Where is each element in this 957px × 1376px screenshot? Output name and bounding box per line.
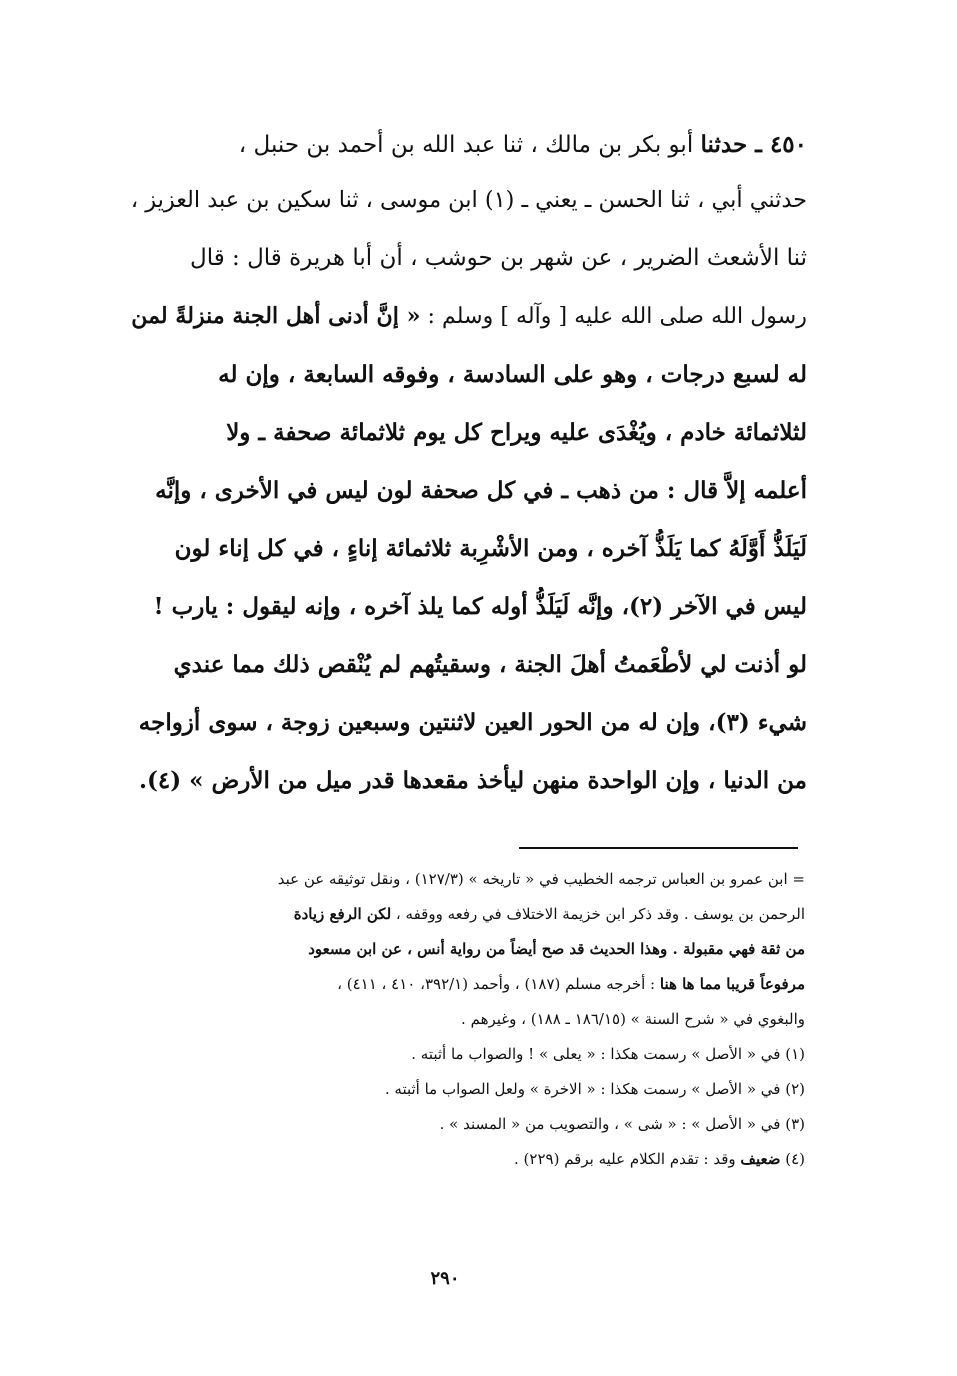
hadith-number: ٤٥٠ ـ حدثنا — [700, 131, 807, 158]
footnote-4-number: (٤) — [780, 1150, 805, 1168]
footnote-separator — [519, 847, 798, 849]
main-line-4 — [117, 296, 807, 336]
main-line-4-start: رسول الله صلى الله عليه [ وآله ] وسلم : — [420, 303, 807, 329]
main-line-8: لَيَلَذُّ أَوَّلَهُ كما يَلَذُّ آخره ، ومن الأشْرِبة ثلاثمائة إناءٍ ، في كل إناء لون — [174, 535, 807, 562]
main-line-1-rest: أبو بكر بن مالك ، ثنا عبد الله بن أحمد بن حنبل ، — [238, 132, 701, 158]
main-line-2: حدثني أبي ، ثنا الحسن ـ يعني ـ (١) ابن موسى ، ثنا سكين بن عبد العزيز ، — [130, 187, 807, 213]
footnote-2: (٢) في « الأصل » رسمت هكذا : « الاخرة » ولعل الصواب ما أثبته . — [384, 1080, 805, 1098]
main-line-1 — [117, 125, 807, 165]
footnote-line-2-start: الرحمن بن يوسف . وقد ذكر ابن خزيمة الاختلاف في رفعه ووقفه ، — [391, 905, 805, 923]
footnote-4-rest: وقد : تقدم الكلام عليه برقم (٢٢٩) . — [514, 1150, 741, 1168]
footnote-4 — [115, 1146, 805, 1172]
footnote-line-1: = ابن عمرو بن العباس ترجمه الخطيب في « تاريخه » (١٢٧/٣) ، ونقل توثيقه عن عبد — [277, 870, 805, 888]
footnote-1: (١) في « الأصل » رسمت هكذا : « يعلى » ! والصواب ما أثبته . — [411, 1045, 805, 1063]
main-line-9: ليس في الآخر (٢)، وإنَّه لَيَلَذُّ أوله كما يلذ آخره ، وإنه ليقول : يارب ! — [153, 593, 807, 620]
footnote-line-5: والبغوي في « شرح السنة » (١٨٦/١٥ ـ ١٨٨) ، وغيرهم . — [461, 1010, 805, 1028]
footnote-line-4-bold: مرفوعاً قريبا مما ها هنا — [659, 975, 805, 993]
footnote-line-4 — [115, 971, 805, 997]
main-line-7: أعلمه إلاَّ قال : من ذهب ـ في كل صحفة لون ليس في الأخرى ، وإنَّه — [155, 477, 807, 504]
footnote-line-2-bold: لكن الرفع زيادة — [293, 905, 392, 923]
main-line-12: من الدنيا ، وإن الواحدة منهن ليأخذ مقعدها قدر ميل من الأرض » (٤). — [138, 767, 807, 794]
main-line-4-bold: « إنَّ أدنى أهل الجنة منزلةً لمن — [131, 303, 421, 329]
footnote-line-4-rest: : أخرجه مسلم (١٨٧) ، وأحمد (٣٩٢/١، ٤١٠ ، ٤١١) ، — [337, 975, 660, 993]
footnote-line-3: من ثقة فهي مقبولة . وهذا الحديث قد صح أيضاً من رواية أنس ، عن ابن مسعود — [308, 940, 805, 958]
footnote-3: (٣) في « الأصل » : « شى » ، والتصويب من « المسند » . — [439, 1115, 805, 1133]
main-line-6: لثلاثمائة خادم ، ويُغْدَى عليه ويراح كل يوم ثلاثمائة صحفة ـ ولا — [226, 419, 807, 446]
main-line-10: لو أذنت لي لأطْعَمتُ أهلَ الجنة ، وسقيتُهم لم يُنْقص ذلك مما عندي — [173, 651, 807, 678]
main-line-3: ثنا الأشعث الضرير ، عن شهر بن حوشب ، أن أبا هريرة قال : قال — [189, 245, 807, 271]
main-line-5: له لسبع درجات ، وهو على السادسة ، وفوقه السابعة ، وإن له — [218, 361, 807, 388]
main-line-11: شيء (٣)، وإن له من الحور العين لاثنتين وسبعين زوجة ، سوى أزواجه — [138, 709, 807, 736]
page-number: ٢٩٠ — [430, 1268, 460, 1289]
footnote-line-2 — [115, 901, 805, 927]
footnote-4-grade: ضعيف — [740, 1150, 781, 1168]
